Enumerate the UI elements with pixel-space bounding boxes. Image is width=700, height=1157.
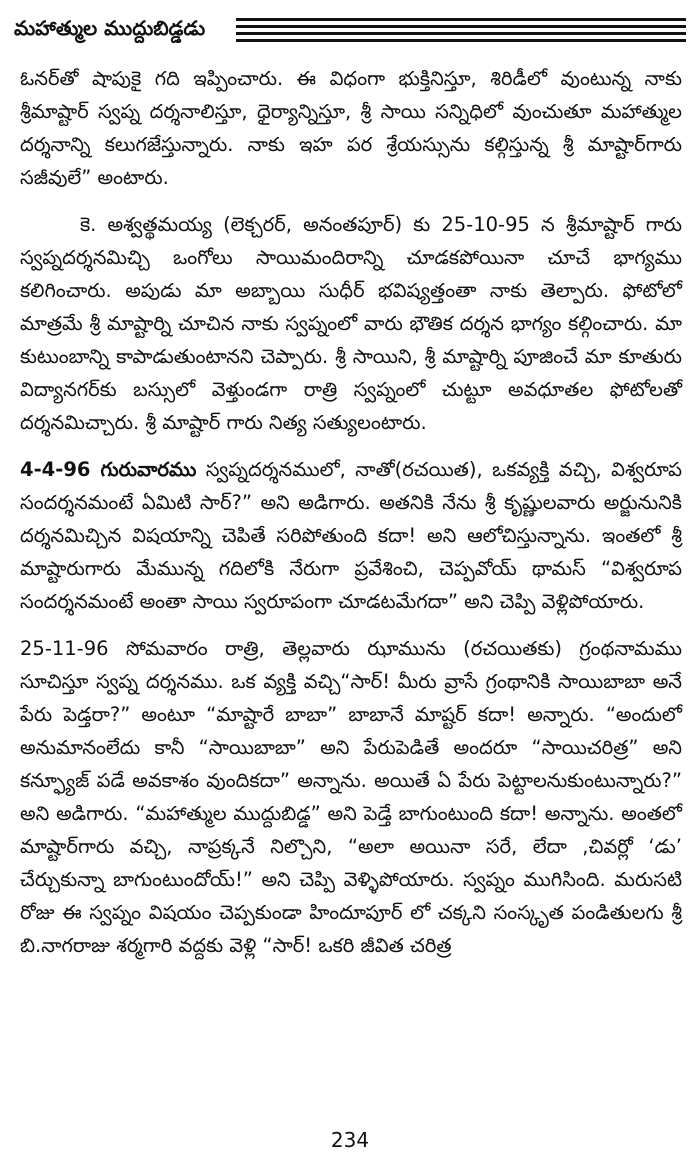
page-number: 234: [330, 1128, 370, 1152]
header-rule: [236, 25, 686, 28]
header-rule: [236, 39, 686, 42]
body-text: [20, 62, 682, 976]
paragraph-lead: 4-4-96 గురువారము: [20, 458, 197, 481]
paragraph: [20, 632, 682, 962]
paragraph: [20, 208, 682, 439]
paragraph-text: ఓనర్‌తో షాపుకై గది ఇప్పించారు. ఈ విధంగా భుక్తినిస్తూ, శిరిడీలో వుంటున్న నాకు శ్రీమాష్టార్ స్వప్న దర్శనాలిస్తూ, ధైర్యాన్నిస్తూ, శ్రీ సాయి సన్నిధిలో వుంచుతూ మహాత్ముల దర్శనాన్ని కలుగజేస్తున్నారు. నాకు ఇహ పర శ్రేయస్సును కల్గిస్తున్న శ్రీ మాష్టార్‌గారు సజీవులే” అంటారు.: [20, 67, 682, 189]
page-header: [14, 10, 686, 50]
header-rule: [236, 32, 686, 35]
paragraph-text: 25-11-96 సోమవారం రాత్రి, తెల్లవారు ఝామును (రచయితకు) గ్రంథనామము సూచిస్తూ స్వప్న దర్శనము. ఒక వ్యక్తి వచ్చి“సార్! మీరు వ్రాసే గ్రంథానికి సాయిబాబా అనే పేరు పెడ్తరా?” అంటూ “మాష్టారే బాబా” బాబానే మాష్టర్ కదా! అన్నారు. “అందులో అనుమానంలేదు కానీ “సాయిబాబా” అని పేరుపెడితే అందరూ “సాయిచరిత్ర” అని కన్ఫ్యూజ్ పడే అవకాశం వుందికదా” అన్నాను. అయితే ఏ పేరు పెట్టాలనుకుంటున్నారు?” అని అడిగారు. “మహాత్ముల ముద్దుబిడ్డ” అని పెడ్తే బాగుంటుంది కదా! అన్నాను. అంతలో మాష్టార్‌గారు వచ్చి, నాప్రక్కనే నిల్చొని, “అలా అయినా సరే, లేదా ,చివర్లో ‘డు’ చేర్చుకున్నా బాగుంటుందోయ్!” అని చెప్పి వెళ్ళిపోయారు. స్వప్నం ముగిసింది. మరుసటి రోజు ఈ స్వప్నం విషయం చెప్పకుండా హిందూపూర్ లో చక్కని సంస్కృత పండితులగు శ్రీ బి.నాగరాజు శర్మగారి వద్దకు వెళ్లి “సార్! ఒకరి జీవిత చరిత్ర: [20, 637, 682, 957]
header-rule: [236, 18, 686, 21]
paragraph-text: కె. అశ్వత్థమయ్య (లెక్చరర్, అనంతపూర్) కు 25-10-95 న శ్రీమాష్టార్ గారు స్వప్నదర్శనమిచ్చి ఒంగోలు సాయిమందిరాన్ని చూడకపోయినా చూచే భాగ్యము కలిగించారు. అపుడు మా అబ్బాయి సుధీర్ భవిష్యత్తంతా నాకు తెల్పారు. ఫోటోలో మాత్రమే శ్రీ మాష్టార్ని చూచిన నాకు స్వప్నంలో వారు భౌతిక దర్శన భాగ్యం కల్గించారు. మా కుటుంబాన్ని కాపాడుతుంటానని చెప్పారు. శ్రీ సాయిని, శ్రీ మాష్టార్ని పూజించే మా కూతురు విద్యానగర్‌కు బస్సులో వెళ్తుండగా రాత్రి స్వప్నంలో చుట్టూ అవధూతల ఫోటోలతో దర్శనమిచ్చారు. శ్రీ మాష్టార్ గారు నిత్య సత్యులంటారు.: [20, 213, 682, 434]
header-rules: [236, 18, 686, 46]
running-title: మహాత్ముల ముద్దుబిడ్డడు: [14, 16, 206, 40]
paragraph-text: స్వప్నదర్శనములో, నాతో(రచయిత), ఒకవ్యక్తి వచ్చి, విశ్వరూప సందర్శనమంటే ఏమిటి సార్?” అని అడిగారు. అతనికి నేను శ్రీ కృష్ణులవారు అర్జునునికి దర్శనమిచ్చిన విషయాన్ని చెపితే సరిపోతుంది కదా! అని ఆలోచిస్తున్నాను. ఇంతలో శ్రీ మాష్టారుగారు మేమున్న గదిలోకి నేరుగా ప్రవేశించి, చెప్పవోయ్ థామస్ “విశ్వరూప సందర్శనమంటే అంతా సాయి స్వరూపంగా చూడటమేగదా” అని చెప్పి వెళ్లిపోయారు.: [20, 458, 682, 613]
paragraph: [20, 62, 682, 194]
paragraph: [20, 453, 682, 618]
